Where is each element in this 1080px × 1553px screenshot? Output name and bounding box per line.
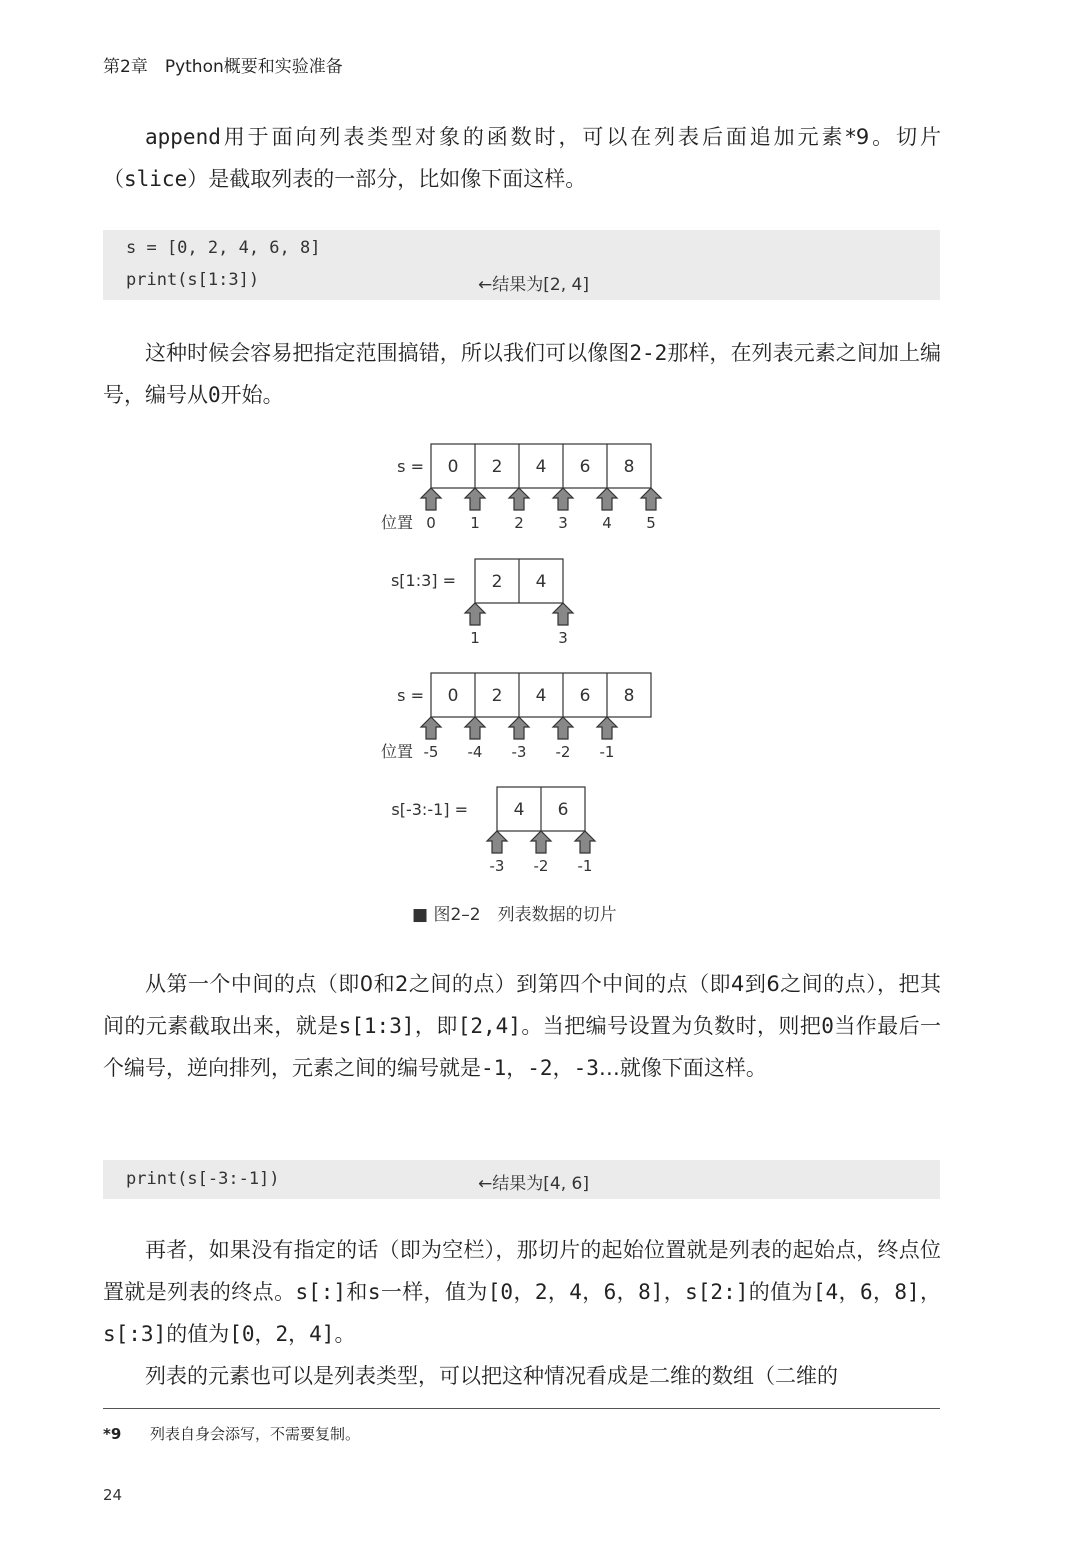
diagram-slice-1-3 [391,559,573,647]
diagram-label: s = [397,686,424,705]
paragraph-text: 用于面向列表类型对象的函数时，可以在列表后面追加元素*9。切片（ [103,125,941,191]
paragraph-text: …就像下面这样。 [598,1056,767,1080]
paragraph-slice-explanation [103,963,941,1089]
paragraph-text: ，即 [414,1014,458,1038]
inline-code-figure-ref: 2-2 [629,341,668,365]
code-line: print(s[-3:-1]) [126,1169,280,1189]
paragraph-text: 。 [334,1322,356,1346]
paragraph-text: 的值为 [748,1280,813,1304]
up-arrow-icon [553,603,573,625]
paragraph-text: 的值为 [166,1322,230,1346]
element-value: 2 [491,686,503,706]
diagram-positive-indices [381,444,661,532]
inline-code: [0，2，4] [229,1322,335,1346]
position-index: -5 [423,743,439,761]
figure-caption: ■ 图2–2 列表数据的切片 [412,905,617,925]
inline-code-append: append [145,125,221,149]
up-arrow-icon [465,488,485,510]
diagram-label: s[-3:-1] = [391,800,468,819]
position-label: 位置 [381,513,414,532]
up-arrow-icon [553,717,573,739]
inline-code-zero: 0 [208,383,221,407]
up-arrow-icon [509,717,529,739]
page-number: 24 [103,1486,123,1504]
paragraph-text: 列表的元素也可以是列表类型，可以把这种情况看成是二维的数组（二维的 [145,1364,838,1388]
paragraph-text: 再者，如果没有指定的话（即为空栏），那切片的起始位置就是列表的起始点，终点位置就是列表的终点。 [103,1238,941,1304]
inline-code: [2,4] [457,1014,521,1038]
paragraph-text: 当作最后一个编号，逆向排列，元素之间的编号就是 [103,1014,942,1080]
up-arrow-icon [421,717,441,739]
paragraph-text: 这种时候会容易把指定范围搞错，所以我们可以像图 [145,341,630,365]
inline-code: [0，2，4，6，8] [487,1280,664,1304]
code-block-negative-slice [103,1160,940,1199]
footnote-mark: *9 [103,1425,122,1443]
code-line: s = [0, 2, 4, 6, 8] [126,238,321,258]
element-value: 8 [623,686,635,706]
inline-code-slice: slice [124,167,188,191]
position-index: 3 [558,514,568,532]
element-value: 6 [579,686,591,706]
chapter-number: 第2章 [103,57,148,77]
up-arrow-icon [553,488,573,510]
position-index: -3 [511,743,527,761]
up-arrow-icon [531,831,551,853]
inline-code: s[:3] [103,1322,167,1346]
position-index: 1 [470,629,480,647]
element-value: 0 [447,686,459,706]
paragraph-text: 。当把编号设置为负数时，则把 [520,1014,822,1038]
element-value: 6 [557,800,569,820]
up-arrow-icon [465,603,485,625]
element-value: 4 [535,572,547,592]
code-comment: ←结果为[4, 6] [478,1174,589,1194]
position-index: -2 [555,743,571,761]
paragraph-text: ， [663,1280,686,1304]
inline-code: -1，-2，-3 [481,1056,599,1080]
paragraph-empty-slice [103,1229,941,1397]
inline-code: [4，6，8] [812,1280,920,1304]
element-value: 2 [491,457,503,477]
position-index: 3 [558,629,568,647]
up-arrow-icon [465,717,485,739]
position-index: -1 [599,743,615,761]
paragraph-text: 开始。 [220,383,284,407]
paragraph-text: ， [919,1280,942,1304]
element-value: 4 [513,800,525,820]
diagram-label: s[1:3] = [390,571,456,590]
inline-code: s[1:3] [338,1014,415,1038]
position-label: 位置 [381,742,414,761]
paragraph-text: 一样，值为 [380,1280,488,1304]
paragraph-text: 那样，在列表元素之间加上编号，编号从 [103,341,942,407]
up-arrow-icon [487,831,507,853]
footnote-divider [103,1408,940,1409]
code-comment: ←结果为[2, 4] [478,275,589,295]
up-arrow-icon [509,488,529,510]
up-arrow-icon [421,488,441,510]
element-value: 4 [535,686,547,706]
diagram-slice-neg3-neg1 [391,787,595,875]
paragraph-text: 从第一个中间的点（即0和2之间的点）到第四个中间的点（即4到6之间的点），把其间的元素截取出来，就是 [103,972,941,1038]
diagram-negative-indices [381,673,651,761]
chapter-title: Python概要和实验准备 [164,57,343,77]
up-arrow-icon [641,488,661,510]
element-value: 8 [623,457,635,477]
element-value: 0 [447,457,459,477]
element-value: 4 [535,457,547,477]
element-value: 2 [491,572,503,592]
position-index: -4 [467,743,483,761]
position-index: 5 [646,514,656,532]
up-arrow-icon [597,717,617,739]
footnote-text: 列表自身会添写，不需要复制。 [150,1425,361,1443]
paragraph-nested-list [103,1355,941,1397]
position-index: -1 [577,857,593,875]
paragraph-text: ）是截取列表的一部分，比如像下面这样。 [187,167,587,191]
footnote [103,1423,360,1444]
position-index: 0 [426,514,436,532]
code-line: print(s[1:3]) [126,270,260,290]
inline-code: s[2:] [685,1280,749,1304]
position-index: 2 [514,514,524,532]
position-index: -3 [489,857,505,875]
up-arrow-icon [597,488,617,510]
position-index: -2 [533,857,549,875]
up-arrow-icon [575,831,595,853]
inline-code: 0 [821,1014,834,1038]
diagram-label: s = [397,457,424,476]
position-index: 1 [470,514,480,532]
inline-code: s[:] [295,1280,347,1304]
element-value: 6 [579,457,591,477]
paragraph-text: 和 [346,1280,368,1304]
inline-code: s [367,1280,381,1304]
position-index: 4 [602,514,612,532]
